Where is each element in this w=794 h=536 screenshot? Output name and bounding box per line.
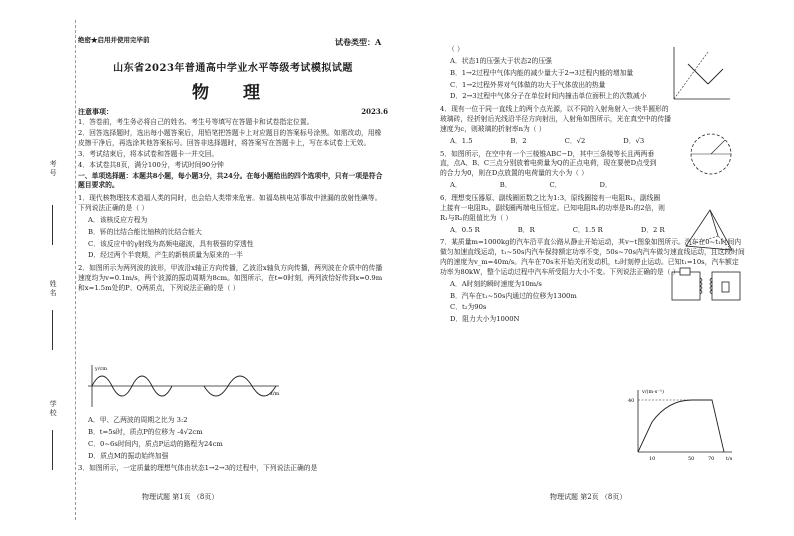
section-heading: 一、单项选择题：本题共8小题，每小题3分，共24分。在每小题给出的四个选项中，只有一项是符合题目要求的。 <box>78 171 383 190</box>
q7-option-d: D．阻力大小为1000N <box>450 315 520 324</box>
note-1: 1．答卷前，考生务必将自己的姓名、考生号等填写在答题卡和试卷指定位置。 <box>78 118 314 127</box>
school-label: 学校 <box>49 400 58 418</box>
note-4: 4．本试卷共8页，满分100分，考试时间90分钟 <box>78 160 224 169</box>
q1-option-a: A．该核反应方程为 <box>88 215 148 224</box>
q4-ray <box>711 140 725 154</box>
question-4: 4．现有一位于同一直线上的两个点光源，以不同的入射角射入一块半圆形的玻璃砖，经折射后光线沿半径方向射出，入射角如图所示，光在真空中的传播速度为c，则玻璃的折射率n为（ ） <box>440 105 672 133</box>
question-7: 7．某质量m=1000kg的汽车沿平直公路从静止开始运动，其v−t图象如图所示。汽车在0~t₁时间内做匀加速直线运动，t₁~50s内汽车保持额定功率不变，50s~70s内汽车做匀速直线运动，且这段时间内的速度为v_m=40m/s。汽车在70s末开始关闭发动机，t₂时刻停止运动。已知t₁=10s，汽车额定功率为80kW，整个运动过程中汽车所受阻力大小不变。下列说法正确的是（ ） <box>440 238 745 276</box>
q4-circle-figure <box>685 128 737 180</box>
q3-option-b: B．1→2过程中气体内能的减少量大于2→3过程内能的增加量 <box>450 68 634 77</box>
q3-paren: （ ） <box>448 45 464 53</box>
q7-tick-50: 50 <box>688 456 695 462</box>
q2-option-a: A．甲、乙两波的周期之比为 3:2 <box>88 416 188 424</box>
exam-date: 2023.6 <box>361 107 388 117</box>
q3-option-d: D．2→3过程中气体分子在单位时间内撞击单位面积上的次数减小 <box>450 92 647 101</box>
q3-pv-figure <box>668 44 734 104</box>
q3-process-23 <box>708 69 723 84</box>
q5-edge-b <box>686 236 718 246</box>
exam-title: 山东省2023年普通高中学业水平等级考试模拟试题 <box>113 63 353 74</box>
q5-option-b: B． <box>499 181 512 190</box>
q3-process-12 <box>688 64 708 84</box>
q4-option-d: D．√3 <box>623 136 645 145</box>
q4-option-b: B．2 <box>510 136 527 145</box>
school-line <box>52 430 53 470</box>
q6-option-d: D．2 R <box>640 225 665 234</box>
subject-title: 物 理 <box>192 82 274 103</box>
q7-option-b: B．汽车在t₁~50s内通过的位移为1300m <box>450 291 577 300</box>
paper-type: 试卷类型：A <box>335 37 382 47</box>
q3-option-a: A．状态1的压强大于状态2的压强 <box>450 56 552 65</box>
q6-primary-circuit <box>672 272 700 300</box>
q2-options <box>78 414 388 474</box>
q7-option-c: C．t₂为90s <box>450 303 487 312</box>
q3-dashed-line <box>674 52 708 99</box>
footer-left: 物理试题 第1页 （8页） <box>142 493 219 501</box>
binding-gutter <box>34 20 76 520</box>
secret-label: 绝密★启用并使用完毕前 <box>78 36 150 44</box>
name-line <box>52 310 53 350</box>
q5-option-d: D． <box>599 181 612 190</box>
q4-option-c: C．√2 <box>564 136 586 145</box>
exam-no-label: 考号 <box>49 160 58 178</box>
q5-option-c: C． <box>549 181 562 190</box>
q2-option-c: C．0~6s时间内，质点P运动的路程为24cm <box>88 439 223 448</box>
left-column <box>78 62 388 294</box>
q6-resistor-r1 <box>680 268 690 275</box>
notes-heading: 注意事项： <box>78 107 113 117</box>
q7-tick-10: 10 <box>649 456 656 462</box>
q7-tick-70: 70 <box>708 456 715 462</box>
notes-header <box>78 107 388 117</box>
question-3: 3．如图所示，一定质量的理想气体由状态1→2→3的过程中，下列说法正确的是 <box>78 464 318 473</box>
q3-option-c: C．1→2过程外界对气体做的功大于气体放出的热量 <box>450 80 606 89</box>
footer-right: 物理试题 第2页 （8页） <box>550 493 627 501</box>
note-2: 2．回答选择题时，选出每小题答案后，用铅笔把答题卡上对应题目的答案标号涂黑。如需改动，用橡皮擦干净后，再选涂其他答案标号。回答非选择题时，将答案写在答题卡上，写在本试卷上无效。 <box>78 129 382 147</box>
name-label: 姓名 <box>49 280 58 298</box>
q1-option-c: C．该反应中的γ射线为高频电磁波，具有极强的穿透性 <box>88 239 254 248</box>
q7-t-label: t/s <box>726 456 733 462</box>
q6-option-b: B．R <box>517 225 535 234</box>
q1-option-d: D．经过两个半衰期，产生的新核质量为原来的一半 <box>88 251 243 260</box>
q7-vt-curve <box>638 400 724 452</box>
q5-option-a: A． <box>450 181 462 190</box>
q7-vmax-label: 40 <box>628 398 635 404</box>
q7-v-label: v/(m·s⁻¹) <box>642 389 664 395</box>
q1-option-b: B．钚的比结合能比铀核的比结合能大 <box>88 227 202 236</box>
q7-vt-figure <box>628 386 738 464</box>
note-3: 3．考试结束后，将本试卷和答题卡一并交回。 <box>78 149 219 158</box>
q4-option-a: A．1.5 <box>450 136 473 145</box>
q2-x-label: x/m <box>270 391 280 397</box>
question-5: 5．如图所示，在空中有一个三棱锥ABC−D，其中三条棱等长且两两垂直，点A、B、C三点分别放着电荷量为Q的正点电荷，现在要使D点受到的合力为0，则在D点放置的电荷量的大小为（ ） <box>440 149 657 178</box>
q5-options <box>450 181 745 191</box>
q6-resistor-r2 <box>722 282 729 292</box>
q6-option-c: C．1.5 R <box>572 225 603 234</box>
question-6: 6．理想变压器原、副线圈匝数之比为1:3，原线圈接有一电阻R₁，副线圈上接有一电阻R₂，副线圈两端电压恒定。已知电阻R₁的功率是R₂的2倍，则R₁与R₂的阻值比为（ ） <box>440 193 665 222</box>
q5-tetrahedron-figure <box>680 206 740 258</box>
q6-option-a: A．0.5 R <box>450 225 480 234</box>
q2-option-b: B．t=5s时，质点P的位移为 -4√2cm <box>88 427 203 436</box>
q2-wave-figure <box>84 363 284 409</box>
exam-no-line <box>52 205 53 245</box>
q2-option-d: D．质点M的振动始终加强 <box>88 451 169 460</box>
q6-transformer-figure <box>668 266 744 306</box>
q7-option-a: A．A时刻的瞬时速度为10m/s <box>450 279 542 288</box>
question-1: 1．现代核物理技术造福人类的同时，也会给人类带来危害。如福岛核电站事故中泄漏的放射性碘等。下列说法正确的是（ ） <box>78 194 382 213</box>
question-2: 2．如图所示为两列波的波形，甲波沿x轴正方向传播，乙波沿x轴负方向传播，两列波在介质中的传播速度均为v=0.1m/s，两个波源的振动周期为8cm。如图所示，在t=0时刻，两列波恰好传到x=0.9m和x=1.5m处的P、Q两质点，下列说法正确的是（ ） <box>78 264 383 292</box>
q2-y-label: y/cm <box>95 366 108 372</box>
